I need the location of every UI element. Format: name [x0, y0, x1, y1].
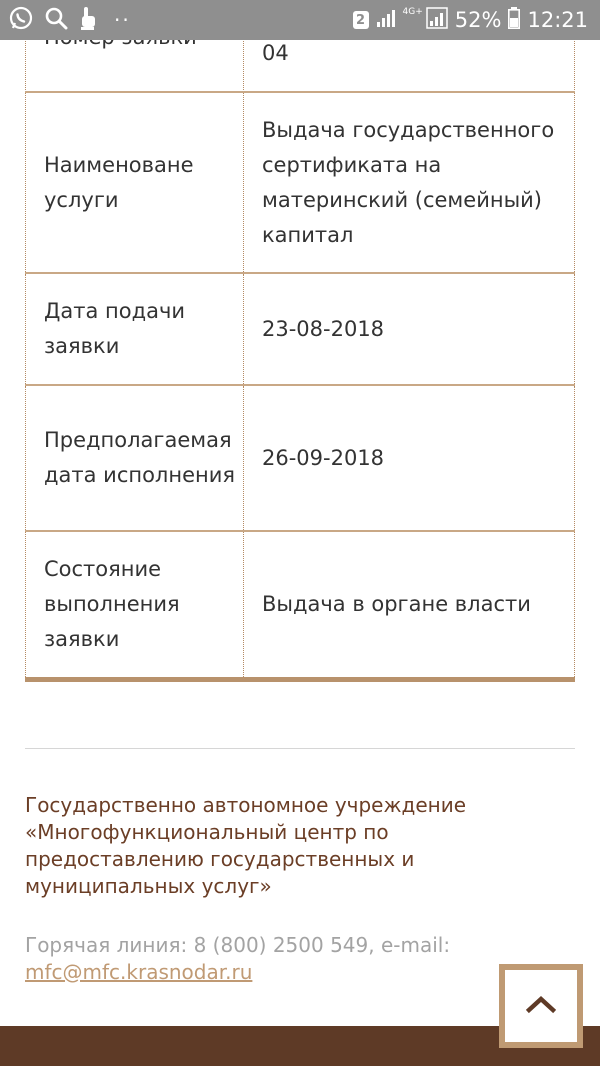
row-value: Выдача государственного сертификата на материнский (семейный) капитал: [244, 93, 575, 272]
table-row: [25, 93, 575, 272]
clock: 12:21: [527, 8, 588, 32]
network-type: 4G+: [402, 7, 423, 17]
row-value: 23-08-2018: [244, 274, 575, 384]
search-icon: [44, 6, 68, 34]
email-link[interactable]: mfc@mfc.krasnodar.ru: [25, 960, 253, 984]
hotline-text: Горячая линия: 8 (800) 2500 549, e-mail:: [25, 933, 451, 957]
hand-pointer-icon: [78, 5, 98, 35]
signal-icon: [426, 7, 448, 34]
table-row: [25, 532, 575, 677]
contact-info: [25, 932, 495, 986]
row-label: Предполагаемая дата исполнения: [25, 386, 244, 530]
sim-badge: 2: [353, 11, 369, 29]
row-label: Дата подачи заявки: [25, 274, 244, 384]
row-label: Состояние выполнения заявки: [25, 532, 244, 677]
table-row: [25, 386, 575, 530]
table-bottom-border: [25, 677, 575, 682]
whatsapp-icon: [8, 5, 34, 35]
signal-icon: [376, 8, 396, 33]
chevron-up-icon: [526, 994, 556, 1018]
footer-divider: [25, 748, 575, 749]
row-label: Наименоване услуги: [25, 93, 244, 272]
more-notifications-icon: ··: [114, 8, 131, 32]
row-value: 26-09-2018: [244, 386, 575, 530]
row-value: Выдача в органе власти: [244, 532, 575, 677]
scroll-to-top-button[interactable]: [499, 964, 583, 1048]
battery-icon: [508, 7, 520, 34]
organization-name: Государственно автономное учреждение «Многофункциональный центр по предоставлению государственных и муниципальных услуг»: [25, 793, 467, 898]
status-bar-right: [353, 0, 588, 40]
status-bar-left: [8, 0, 131, 40]
battery-percent: 52%: [454, 8, 502, 32]
row-value: 04: [244, 0, 575, 92]
status-bar: [0, 0, 600, 40]
table-row: [25, 274, 575, 384]
